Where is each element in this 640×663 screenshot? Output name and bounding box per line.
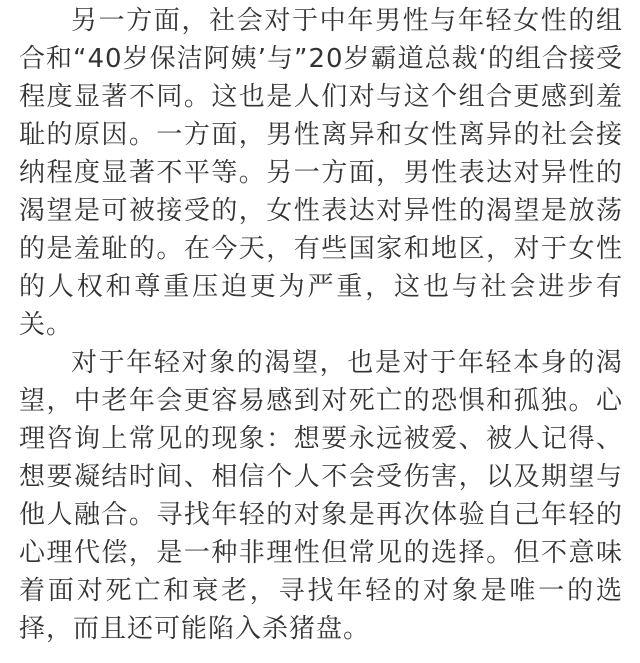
paragraph-youth-longing: 对于年轻对象的渴望，也是对于年轻本身的渴望，中老年会更容易感到对死亡的恐惧和孤独。心理咨询上常见的现象：想要永远被爱、被人记得、想要凝结时间、相信个人不会受伤害，以及期望与他人融合。寻找年轻的对象是再次体验自己年轻的心理代偿，是一种非理性但常见的选择。但不意味着面对死亡和衰老，寻找年轻的对象是唯一的选择，而且还可能陷入杀猪盘。: [19, 348, 623, 644]
article-body: [19, 2, 623, 648]
paragraph-social-acceptance: 另一方面，社会对于中年男性与年轻女性的组合和“40岁保洁阿姨’与”20岁霸道总裁‘的组合接受程度显著不同。这也是人们对与这个组合更感到羞耻的原因。一方面，男性离异和女性离异的社会接纳程度显著不平等。另一方面，男性表达对异性的渴望是可被接受的，女性表达对异性的渴望是放荡的是羞耻的。在今天，有些国家和地区，对于女性的人权和尊重压迫更为严重，这也与社会进步有关。: [19, 6, 623, 340]
